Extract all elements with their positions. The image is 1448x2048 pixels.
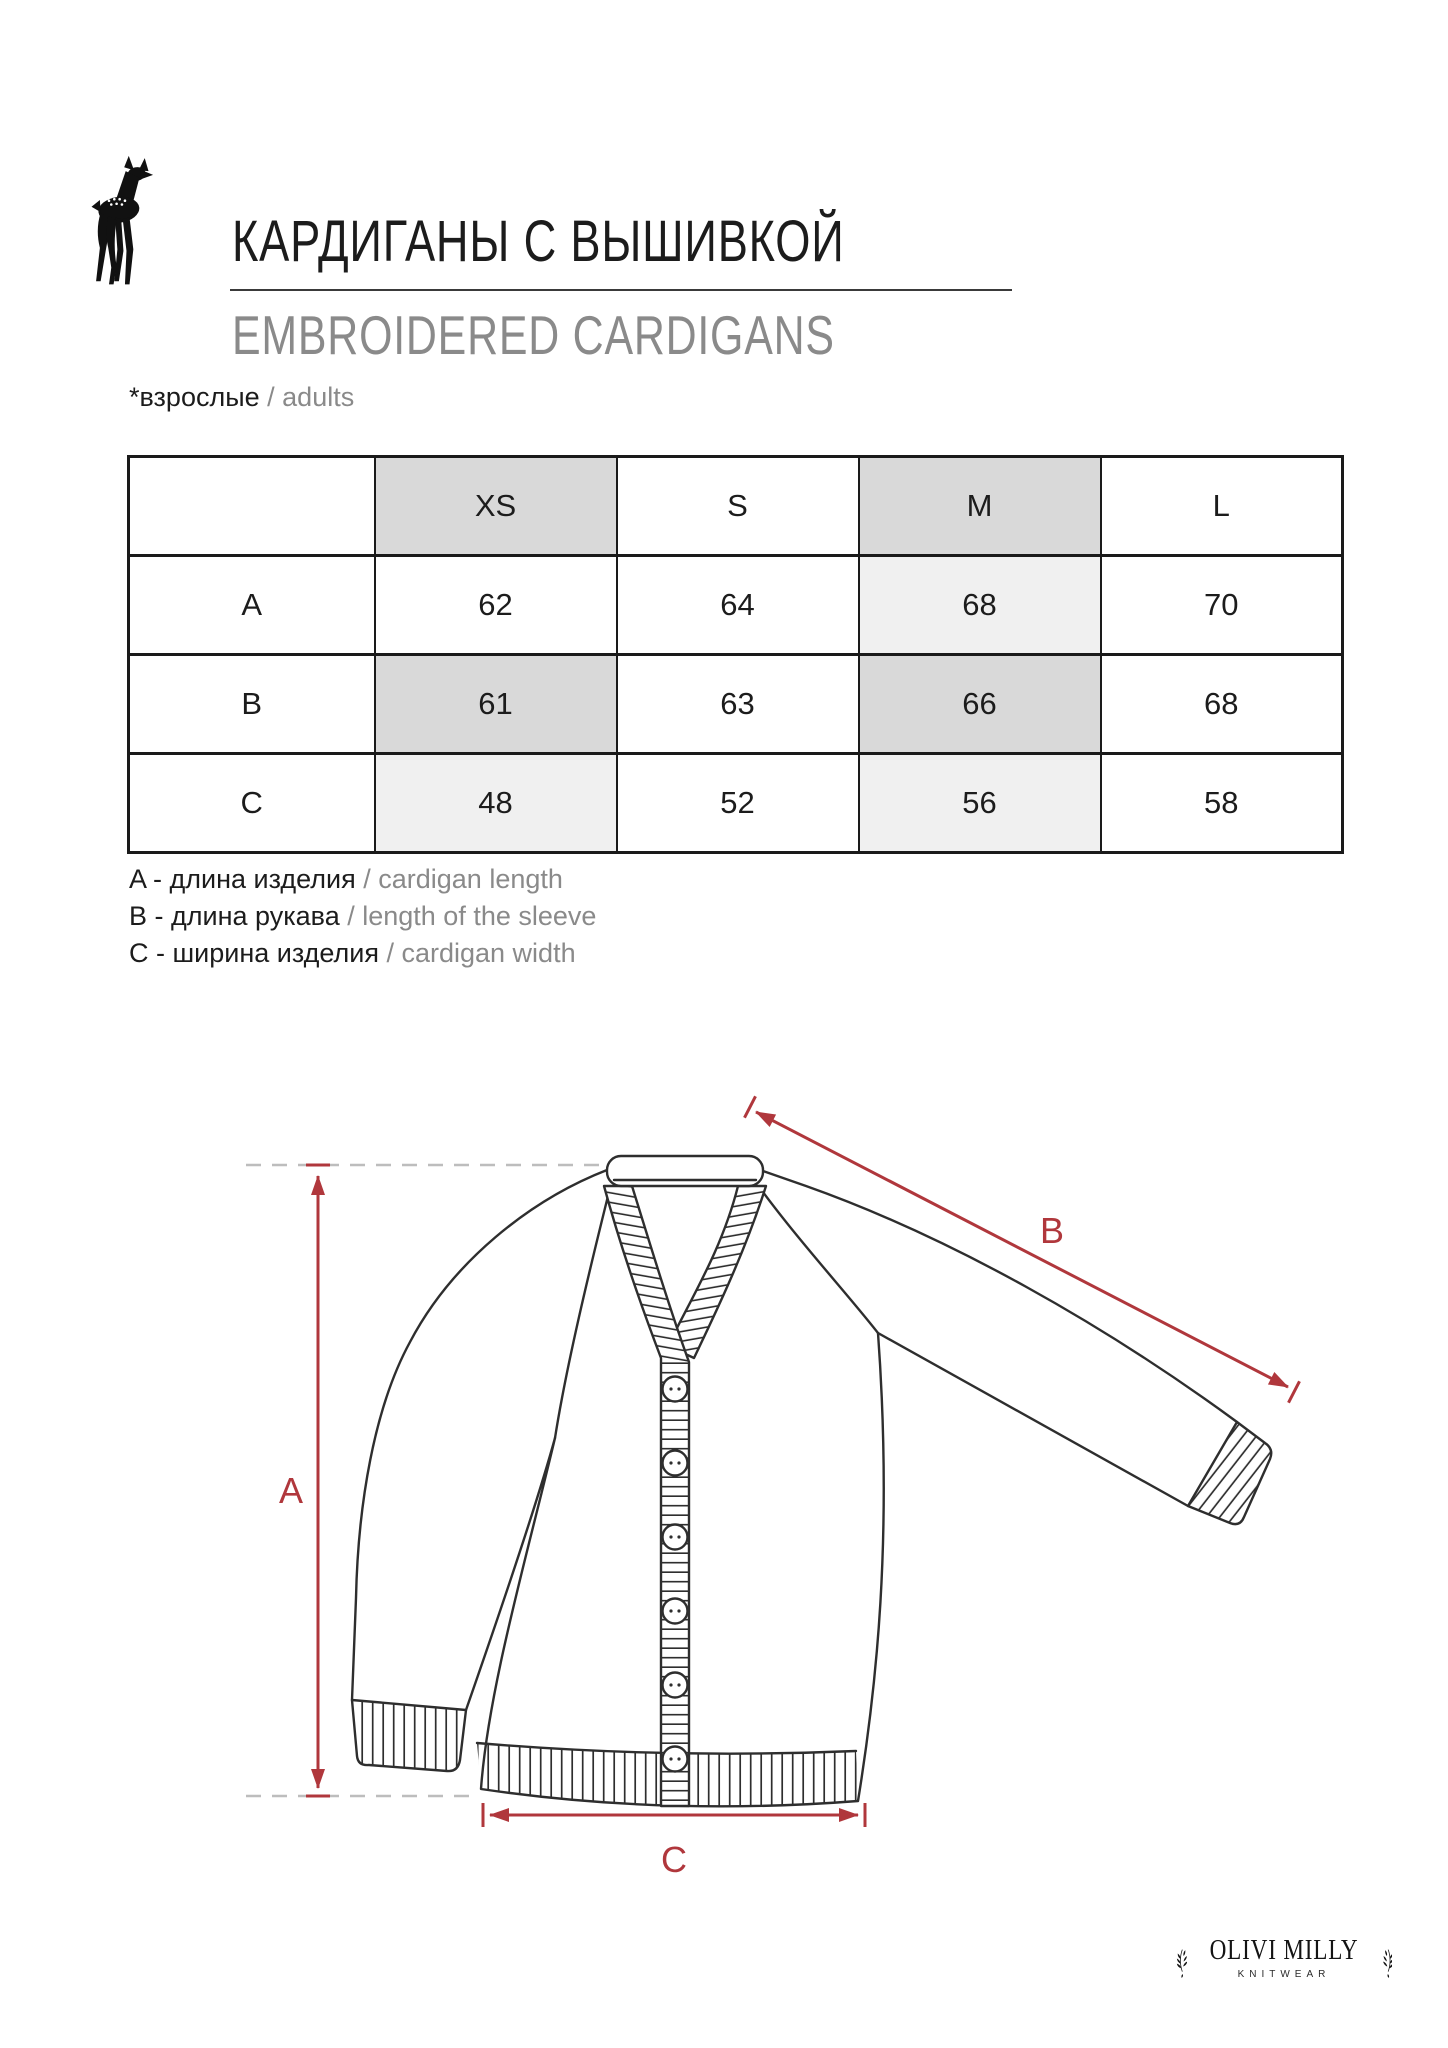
row-label: C bbox=[129, 754, 375, 853]
table-header-cell-xs: XS bbox=[375, 457, 617, 556]
label-b: B bbox=[1039, 1210, 1065, 1251]
legend-b-ru: B - длина рукава bbox=[129, 901, 340, 931]
brand-logo bbox=[1176, 1928, 1392, 2012]
deer-logo-icon bbox=[90, 146, 166, 298]
table-cell: 68 bbox=[1101, 655, 1343, 754]
table-header-cell-s: S bbox=[617, 457, 859, 556]
measurement-legend bbox=[129, 861, 596, 972]
left-cuff-ribbing bbox=[352, 1700, 466, 1771]
table-cell: 58 bbox=[1101, 754, 1343, 853]
table-cell: 52 bbox=[617, 754, 859, 853]
table-header-cell-m: M bbox=[859, 457, 1101, 556]
page-title-ru-text: КАРДИГАНЫ С ВЫШИВКОЙ bbox=[232, 209, 845, 274]
size-note-en: / adults bbox=[267, 382, 355, 412]
size-note bbox=[129, 382, 354, 413]
title-divider bbox=[230, 289, 1012, 291]
table-header-cell-l: L bbox=[1101, 457, 1343, 556]
collar bbox=[607, 1156, 763, 1186]
table-cell: 63 bbox=[617, 655, 859, 754]
legend-item-c bbox=[129, 935, 596, 972]
cardigan-diagram bbox=[200, 1080, 1400, 1920]
table-header-row bbox=[129, 457, 1343, 556]
legend-b-en: / length of the sleeve bbox=[347, 901, 597, 931]
brand-name: OLIVI MILLY bbox=[1209, 1934, 1359, 1966]
cardigan-silhouette bbox=[352, 1170, 1271, 1806]
table-cell: 70 bbox=[1101, 556, 1343, 655]
table-row-b bbox=[129, 655, 1343, 754]
legend-item-a bbox=[129, 861, 596, 898]
table-row-a bbox=[129, 556, 1343, 655]
table-cell: 48 bbox=[375, 754, 617, 853]
row-label: B bbox=[129, 655, 375, 754]
table-row-c bbox=[129, 754, 1343, 853]
page-title-ru bbox=[232, 208, 1017, 275]
legend-a-ru: A - длина изделия bbox=[129, 864, 356, 894]
laurel-branch-left-icon bbox=[1176, 1928, 1187, 2000]
legend-c-en: / cardigan width bbox=[386, 938, 576, 968]
label-a: A bbox=[278, 1470, 303, 1511]
label-c: C bbox=[661, 1839, 687, 1880]
laurel-branch-right-icon bbox=[1381, 1928, 1392, 2000]
table-cell: 61 bbox=[375, 655, 617, 754]
table-cell: 56 bbox=[859, 754, 1101, 853]
legend-item-b bbox=[129, 898, 596, 935]
table-cell: 68 bbox=[859, 556, 1101, 655]
table-header-cell bbox=[129, 457, 375, 556]
cardigan-drawing bbox=[352, 1156, 1271, 1806]
page-title-en bbox=[232, 303, 1005, 367]
table-cell: 64 bbox=[617, 556, 859, 655]
size-table bbox=[127, 455, 1344, 854]
page-title-en-text: EMBROIDERED CARDIGANS bbox=[232, 304, 835, 366]
legend-a-en: / cardigan length bbox=[363, 864, 563, 894]
brand-subtitle: KNITWEAR bbox=[1237, 1969, 1331, 1980]
table-cell: 66 bbox=[859, 655, 1101, 754]
row-label: A bbox=[129, 556, 375, 655]
size-note-ru: *взрослые bbox=[129, 382, 260, 412]
table-cell: 62 bbox=[375, 556, 617, 655]
legend-c-ru: C - ширина изделия bbox=[129, 938, 379, 968]
